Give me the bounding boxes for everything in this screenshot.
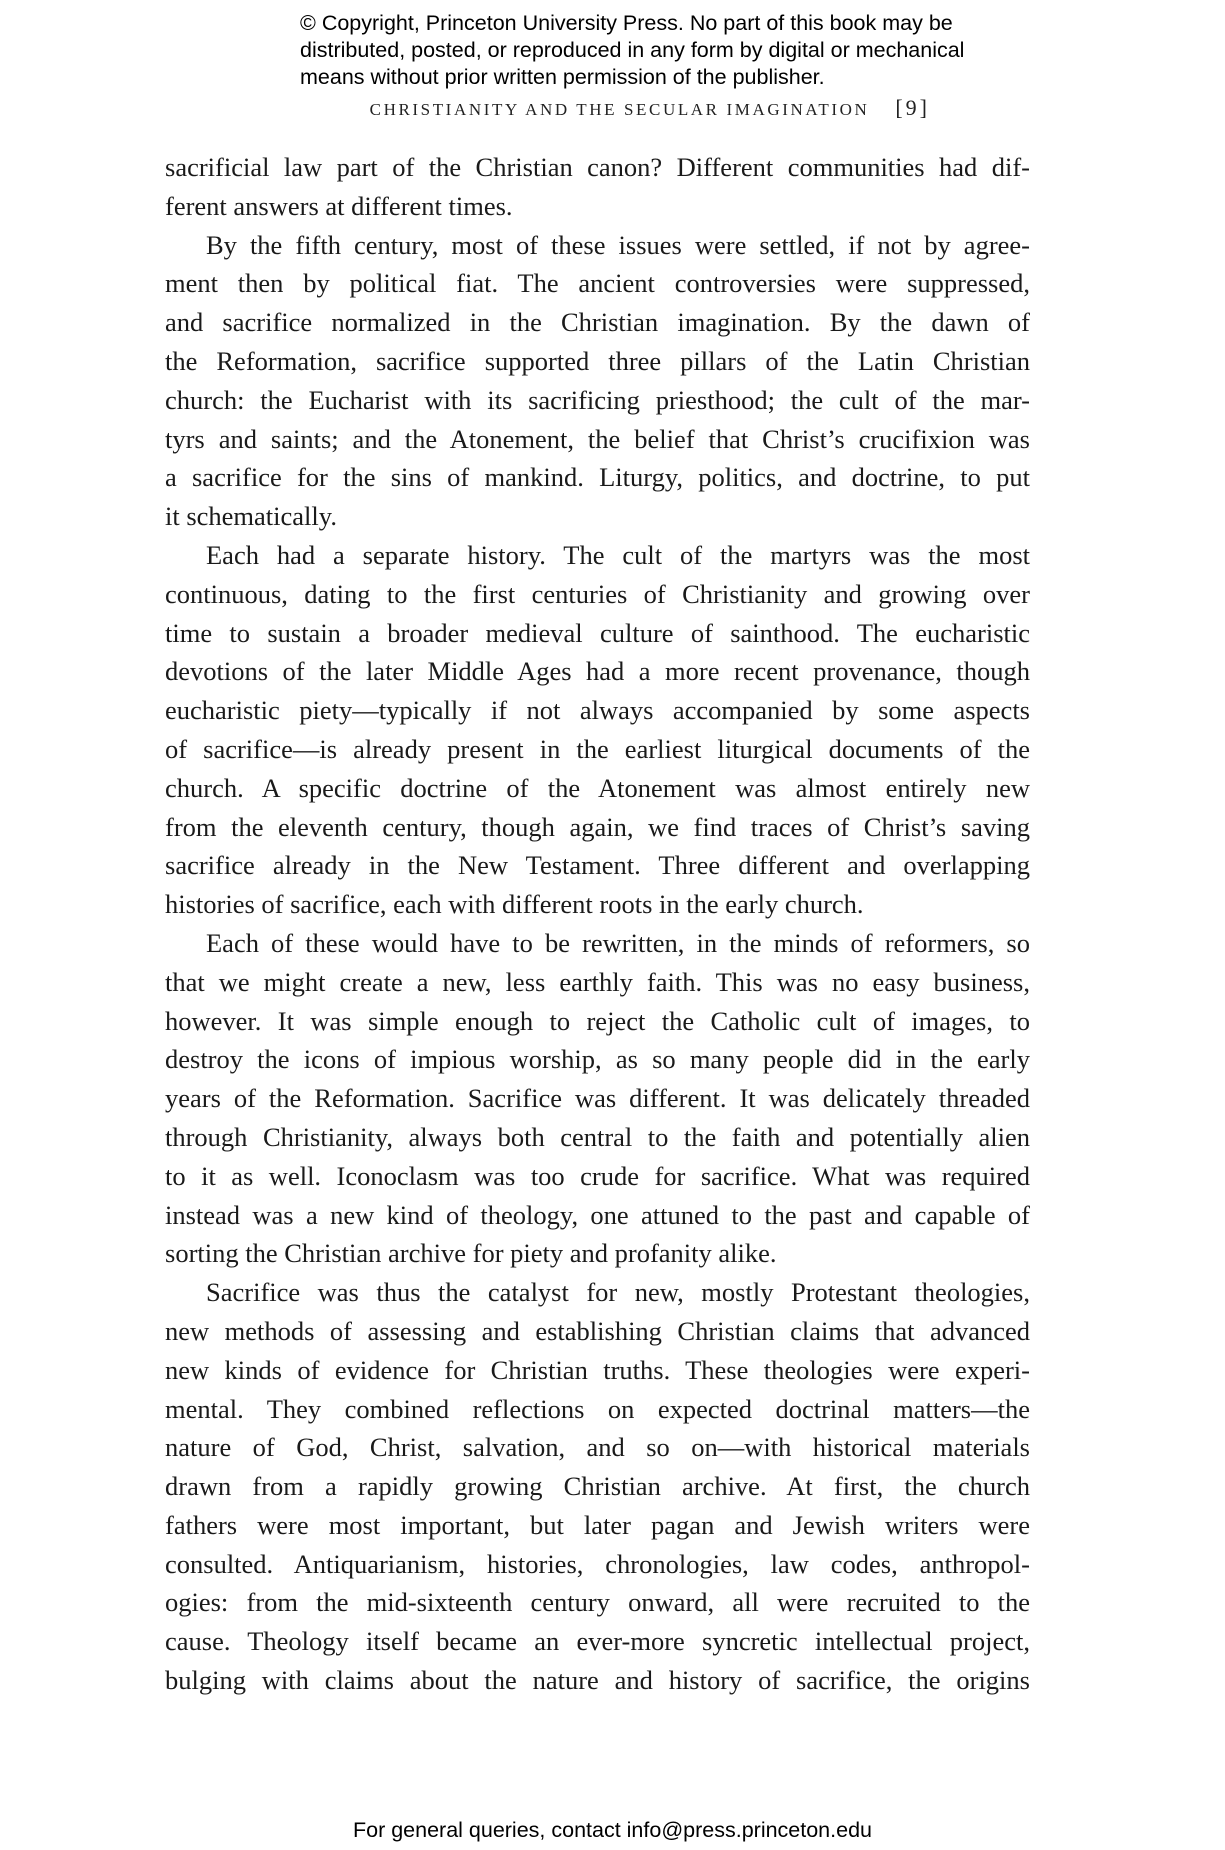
text-line: Each of these would have to be rewritten, in the minds of reformers, so: [206, 927, 1030, 958]
running-head-title: CHRISTIANITY AND THE SECULAR IMAGINATION: [369, 100, 870, 119]
copyright-line: © Copyright, Princeton University Press. No part of this book may be: [300, 11, 953, 35]
text-line: to it as well. Iconoclasm was too crude for sacrifice. What was required: [165, 1160, 1030, 1191]
text-line: that we might create a new, less earthly faith. This was no easy business,: [165, 966, 1030, 997]
text-line: drawn from a rapidly growing Christian archive. At first, the church: [165, 1471, 1030, 1502]
text-line: destroy the icons of impious worship, as so many people did in the early: [165, 1044, 1030, 1075]
page-number: [9]: [895, 95, 930, 120]
text-line: time to sustain a broader medieval culture of sainthood. The eucharistic: [165, 617, 1030, 648]
text-line: a sacrifice for the sins of mankind. Liturgy, politics, and doctrine, to put: [165, 462, 1030, 493]
text-line: of sacrifice—is already present in the earliest liturgical documents of the: [165, 733, 1030, 764]
text-line: mental. They combined reflections on expected doctrinal matters—the: [165, 1393, 1030, 1424]
text-line: eucharistic piety—typically if not always accompanied by some aspects: [165, 695, 1030, 726]
paragraph: [165, 226, 1030, 536]
text-line: church. A specific doctrine of the Atonement was almost entirely new: [165, 772, 1030, 803]
text-line: instead was a new kind of theology, one attuned to the past and capable of: [165, 1199, 1030, 1230]
text-line: tyrs and saints; and the Atonement, the belief that Christ’s crucifixion was: [165, 423, 1030, 454]
text-line: devotions of the later Middle Ages had a more recent provenance, though: [165, 656, 1030, 687]
text-line: it schematically.: [165, 501, 337, 532]
running-head: [270, 95, 930, 121]
text-line: however. It was simple enough to reject the Catholic cult of images, to: [165, 1005, 1030, 1036]
text-line: through Christianity, always both central to the faith and potentially alien: [165, 1121, 1030, 1152]
text-line: Each had a separate history. The cult of the martyrs was the most: [206, 539, 1030, 570]
text-line: cause. Theology itself became an ever-more syncretic intellectual project,: [165, 1626, 1030, 1657]
text-line: bulging with claims about the nature and history of sacrifice, the origins: [165, 1665, 1030, 1696]
text-line: ferent answers at different times.: [165, 190, 513, 221]
text-line: histories of sacrifice, each with different roots in the early church.: [165, 889, 864, 920]
body-text: [165, 148, 1030, 1700]
text-line: sacrificial law part of the Christian canon? Different communities had dif-: [165, 152, 1030, 182]
copyright-notice: [300, 10, 980, 91]
text-line: By the fifth century, most of these issues were settled, if not by agree-: [206, 229, 1030, 260]
copyright-line: distributed, posted, or reproduced in any form by digital or mechanical: [300, 38, 965, 62]
text-line: Sacrifice was thus the catalyst for new, mostly Protestant theologies,: [206, 1277, 1030, 1308]
paragraph: [165, 148, 1030, 226]
text-line: church: the Eucharist with its sacrificing priesthood; the cult of the mar-: [165, 384, 1030, 415]
text-line: ment then by political fiat. The ancient controversies were suppressed,: [165, 268, 1030, 299]
paragraph: [165, 1273, 1030, 1700]
text-line: from the eleventh century, though again, we find traces of Christ’s saving: [165, 811, 1030, 842]
text-line: and sacrifice normalized in the Christian imagination. By the dawn of: [165, 307, 1030, 338]
text-line: nature of God, Christ, salvation, and so on—with historical materials: [165, 1432, 1030, 1463]
text-line: continuous, dating to the first centuries of Christianity and growing over: [165, 578, 1030, 609]
text-line: new kinds of evidence for Christian truths. These theologies were experi-: [165, 1354, 1030, 1385]
text-line: new methods of assessing and establishing Christian claims that advanced: [165, 1315, 1030, 1346]
text-line: years of the Reformation. Sacrifice was different. It was delicately threaded: [165, 1083, 1030, 1114]
text-line: the Reformation, sacrifice supported three pillars of the Latin Christian: [165, 345, 1030, 376]
text-line: ogies: from the mid-sixteenth century onward, all were recruited to the: [165, 1587, 1030, 1618]
text-line: sacrifice already in the New Testament. Three different and overlapping: [165, 850, 1030, 881]
text-line: sorting the Christian archive for piety and profanity alike.: [165, 1238, 777, 1269]
text-line: fathers were most important, but later pagan and Jewish writers were: [165, 1509, 1030, 1540]
paragraph: [165, 924, 1030, 1273]
copyright-line: means without prior written permission of the publisher.: [300, 65, 825, 89]
footer-contact: For general queries, contact info@press.princeton.edu: [352, 1818, 872, 1842]
text-line: consulted. Antiquarianism, histories, chronologies, law codes, anthropol-: [165, 1548, 1030, 1579]
paragraph: [165, 536, 1030, 924]
